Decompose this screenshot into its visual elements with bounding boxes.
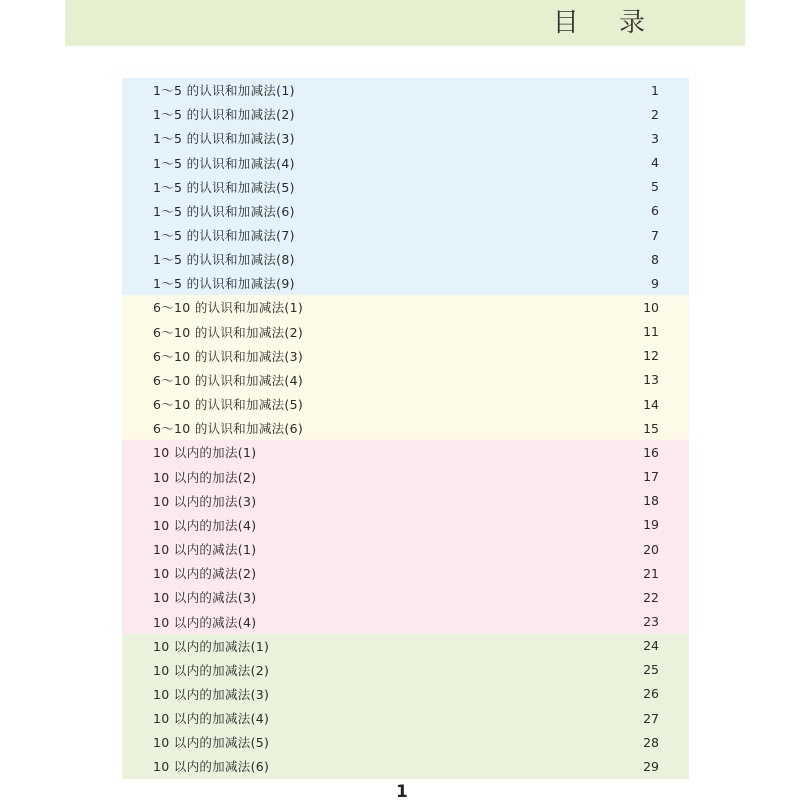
toc-dot-leader: [301, 282, 633, 284]
toc-entry[interactable]: [122, 537, 689, 561]
toc-entry-title: 10 以内的加法(2): [153, 469, 257, 485]
toc-entry-page-number: 28: [643, 734, 659, 750]
toc-entry-page-number: 18: [643, 493, 659, 509]
toc-entry-title: 1～5 的认识和加减法(7): [153, 228, 295, 244]
toc-dot-leader: [301, 210, 633, 212]
toc-entry[interactable]: [122, 223, 689, 247]
toc-entry[interactable]: [122, 368, 689, 392]
toc-entry[interactable]: [122, 295, 689, 319]
toc-entry[interactable]: [122, 175, 689, 199]
toc-entry-title: 1～5 的认识和加减法(1): [153, 83, 295, 99]
toc-entry[interactable]: [122, 609, 689, 633]
toc-dot-leader: [275, 765, 633, 767]
toc-entry-title: 6～10 的认识和加减法(5): [153, 397, 304, 413]
toc-entry-title: 1～5 的认识和加减法(2): [153, 107, 295, 123]
toc-section: [122, 440, 689, 633]
toc-entry-title: 10 以内的加法(1): [153, 445, 257, 461]
toc-entry[interactable]: [122, 320, 689, 344]
toc-entry-title: 1～5 的认识和加减法(6): [153, 203, 295, 219]
toc-entry-page-number: 6: [651, 203, 659, 219]
toc-section: [122, 295, 689, 440]
toc-dot-leader: [309, 355, 633, 357]
toc-entry-page-number: 24: [643, 638, 659, 654]
toc-entry-title: 10 以内的加法(3): [153, 493, 257, 509]
toc-section: [122, 634, 689, 779]
toc-dot-leader: [262, 621, 633, 623]
toc-entry[interactable]: [122, 658, 689, 682]
toc-entry-title: 1～5 的认识和加减法(3): [153, 131, 295, 147]
toc-entry-title: 10 以内的减法(3): [153, 590, 257, 606]
toc-entry[interactable]: [122, 440, 689, 464]
toc-entry-page-number: 16: [643, 444, 659, 460]
toc-entry[interactable]: [122, 561, 689, 585]
toc-dot-leader: [262, 500, 633, 502]
toc-entry[interactable]: [122, 513, 689, 537]
toc-entry-title: 6～10 的认识和加减法(3): [153, 348, 304, 364]
toc-dot-leader: [275, 741, 633, 743]
page-number: 1: [396, 782, 408, 800]
toc-entry-page-number: 4: [651, 155, 659, 171]
toc-entry-page-number: 8: [651, 251, 659, 267]
toc-entry-title: 10 以内的加减法(3): [153, 686, 270, 702]
toc-dot-leader: [301, 234, 633, 236]
toc-entry-page-number: 5: [651, 179, 659, 195]
toc-entry-title: 1～5 的认识和加减法(5): [153, 179, 295, 195]
toc-entry[interactable]: [122, 78, 689, 102]
toc-entry-title: 1～5 的认识和加减法(8): [153, 252, 295, 268]
toc-entry-title: 10 以内的减法(4): [153, 614, 257, 630]
toc-entry-title: 10 以内的加法(4): [153, 517, 257, 533]
toc-entry-title: 10 以内的加减法(5): [153, 735, 270, 751]
table-of-contents: [122, 78, 689, 779]
toc-entry-title: 10 以内的加减法(6): [153, 759, 270, 775]
toc-entry-page-number: 20: [643, 541, 659, 557]
toc-dot-leader: [309, 306, 633, 308]
toc-entry-page-number: 26: [643, 686, 659, 702]
toc-entry-page-number: 25: [643, 662, 659, 678]
toc-dot-leader: [301, 162, 633, 164]
toc-entry-page-number: 22: [643, 589, 659, 605]
toc-entry-page-number: 15: [643, 420, 659, 436]
toc-entry-title: 6～10 的认识和加减法(6): [153, 421, 304, 437]
toc-entry[interactable]: [122, 247, 689, 271]
toc-entry[interactable]: [122, 199, 689, 223]
toc-entry-title: 6～10 的认识和加减法(1): [153, 300, 304, 316]
toc-dot-leader: [301, 258, 633, 260]
toc-entry[interactable]: [122, 634, 689, 658]
toc-entry-page-number: 9: [651, 275, 659, 291]
toc-entry[interactable]: [122, 416, 689, 440]
toc-entry-title: 10 以内的减法(1): [153, 542, 257, 558]
toc-entry[interactable]: [122, 730, 689, 754]
toc-dot-leader: [275, 669, 633, 671]
toc-entry-title: 6～10 的认识和加减法(2): [153, 324, 304, 340]
toc-dot-leader: [262, 451, 633, 453]
toc-entry-page-number: 23: [643, 614, 659, 630]
toc-entry[interactable]: [122, 754, 689, 778]
toc-entry-page-number: 13: [643, 372, 659, 388]
toc-dot-leader: [262, 476, 633, 478]
toc-entry[interactable]: [122, 489, 689, 513]
toc-dot-leader: [301, 89, 633, 91]
toc-entry-page-number: 11: [643, 324, 659, 340]
toc-dot-leader: [275, 693, 633, 695]
toc-entry-page-number: 19: [643, 517, 659, 533]
toc-dot-leader: [301, 186, 633, 188]
toc-entry[interactable]: [122, 102, 689, 126]
toc-entry-title: 10 以内的加减法(1): [153, 638, 270, 654]
toc-entry-page-number: 27: [643, 710, 659, 726]
header-band: [65, 0, 745, 46]
toc-dot-leader: [275, 717, 633, 719]
toc-dot-leader: [275, 645, 633, 647]
toc-entry[interactable]: [122, 585, 689, 609]
toc-entry[interactable]: [122, 682, 689, 706]
toc-entry-title: 6～10 的认识和加减法(4): [153, 372, 304, 388]
toc-entry-title: 10 以内的减法(2): [153, 566, 257, 582]
toc-dot-leader: [309, 403, 633, 405]
toc-entry[interactable]: [122, 706, 689, 730]
toc-dot-leader: [309, 427, 633, 429]
toc-dot-leader: [262, 572, 633, 574]
toc-entry[interactable]: [122, 465, 689, 489]
toc-dot-leader: [262, 596, 633, 598]
toc-entry-page-number: 7: [651, 227, 659, 243]
toc-entry-title: 1～5 的认识和加减法(9): [153, 276, 295, 292]
toc-entry-title: 10 以内的加减法(4): [153, 711, 270, 727]
toc-dot-leader: [262, 548, 633, 550]
toc-entry-page-number: 29: [643, 758, 659, 774]
toc-entry-page-number: 17: [643, 469, 659, 485]
toc-entry[interactable]: [122, 271, 689, 295]
toc-entry-title: 10 以内的加减法(2): [153, 662, 270, 678]
toc-dot-leader: [262, 524, 633, 526]
toc-section: [122, 78, 689, 295]
toc-entry-page-number: 10: [643, 299, 659, 315]
toc-entry-page-number: 14: [643, 396, 659, 412]
toc-entry[interactable]: [122, 392, 689, 416]
toc-dot-leader: [301, 137, 633, 139]
toc-entry[interactable]: [122, 150, 689, 174]
toc-dot-leader: [309, 331, 633, 333]
toc-entry[interactable]: [122, 344, 689, 368]
toc-dot-leader: [301, 113, 633, 115]
toc-entry-page-number: 1: [651, 82, 659, 98]
toc-entry-page-number: 3: [651, 130, 659, 146]
toc-entry-page-number: 2: [651, 106, 659, 122]
toc-entry[interactable]: [122, 126, 689, 150]
page-title: 目 录: [552, 8, 661, 38]
toc-entry-page-number: 12: [643, 348, 659, 364]
toc-dot-leader: [309, 379, 633, 381]
toc-entry-page-number: 21: [643, 565, 659, 581]
toc-entry-title: 1～5 的认识和加减法(4): [153, 155, 295, 171]
